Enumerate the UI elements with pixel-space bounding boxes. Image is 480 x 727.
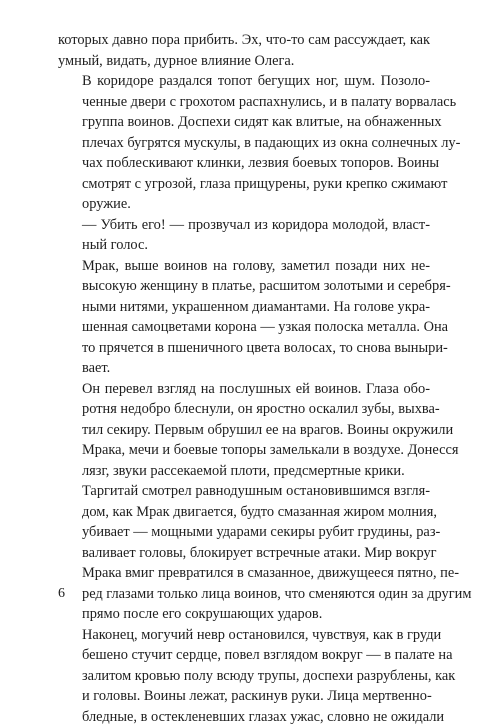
text-line: убивает — мощными ударами секиры рубит грудины, раз- [58, 522, 430, 543]
text-line: оружие. [58, 194, 430, 215]
text-line: смотрят с угрозой, глаза прищурены, руки крепко сжимают [58, 174, 430, 195]
paragraph [58, 481, 430, 625]
paragraph [58, 71, 430, 215]
text-line: умный, видать, дурное влияние Олега. [58, 51, 430, 72]
text-line: залитом кровью полу всюду трупы, доспехи разрублены, как [58, 666, 430, 687]
text-line: В коридоре раздался топот бегущих ног, шум. Позоло- [58, 71, 430, 92]
text-line: которых давно пора прибить. Эх, что-то сам рассуждает, как [58, 30, 430, 51]
text-line: ный голос. [58, 235, 430, 256]
text-line: ротня недобро блеснули, он яростно оскалил зубы, выхва- [58, 399, 430, 420]
text-line: высокую женщину в платье, расшитом золотыми и серебря- [58, 276, 430, 297]
text-line: Наконец, могучий невр остановился, чувствуя, как в груди [58, 625, 430, 646]
text-line: лязг, звуки рассекаемой плоти, предсмертные крики. [58, 461, 430, 482]
text-line: группа воинов. Доспехи сидят как влитые, на обнаженных [58, 112, 430, 133]
body-text [58, 30, 430, 727]
text-line: бледные, в остекленевших глазах ужас, словно не ожидали [58, 707, 430, 727]
text-line: вает. [58, 358, 430, 379]
text-line: Таргитай смотрел равнодушным остановившимся взгля- [58, 481, 430, 502]
paragraph [58, 379, 430, 482]
text-line: ред глазами только лица воинов, что сменяются один за другим [58, 584, 430, 605]
text-line: ченные двери с грохотом распахнулись, и в палату ворвалась [58, 92, 430, 113]
paragraph [58, 256, 430, 379]
text-line: — Убить его! — прозвучал из коридора молодой, власт- [58, 215, 430, 236]
text-line: тил секиру. Первым обрушил ее на врагов. Воины окружили [58, 420, 430, 441]
text-line: чах поблескивают клинки, лезвия боевых топоров. Воины [58, 153, 430, 174]
text-line: Мрак, выше воинов на голову, заметил позади них не- [58, 256, 430, 277]
text-line: Он перевел взгляд на послушных ей воинов. Глаза обо- [58, 379, 430, 400]
text-line: то прячется в пшеничного цвета волосах, то снова выныри- [58, 338, 430, 359]
text-line: валивает головы, блокирует встречные атаки. Мир вокруг [58, 543, 430, 564]
paragraph [58, 215, 430, 256]
text-line: и головы. Воины лежат, раскинув руки. Лица мертвенно- [58, 686, 430, 707]
text-line: дом, как Мрак двигается, будто смазанная жиром молния, [58, 502, 430, 523]
text-line: шенная самоцветами корона — узкая полоска металла. Она [58, 317, 430, 338]
text-line: прямо после его сокрушающих ударов. [58, 604, 430, 625]
paragraph [58, 625, 430, 727]
text-line: бешено стучит сердце, повел взглядом вокруг — в палате на [58, 645, 430, 666]
text-line: Мрака вмиг превратился в смазанное, движущееся пятно, пе- [58, 563, 430, 584]
text-line: Мрака, мечи и боевые топоры замелькали в воздухе. Донесся [58, 440, 430, 461]
paragraph [58, 30, 430, 71]
text-line: плечах бугрятся мускулы, в падающих из окна солнечных лу- [58, 133, 430, 154]
text-line: ными нитями, украшенном диамантами. На голове укра- [58, 297, 430, 318]
page-number: 6 [58, 586, 65, 602]
